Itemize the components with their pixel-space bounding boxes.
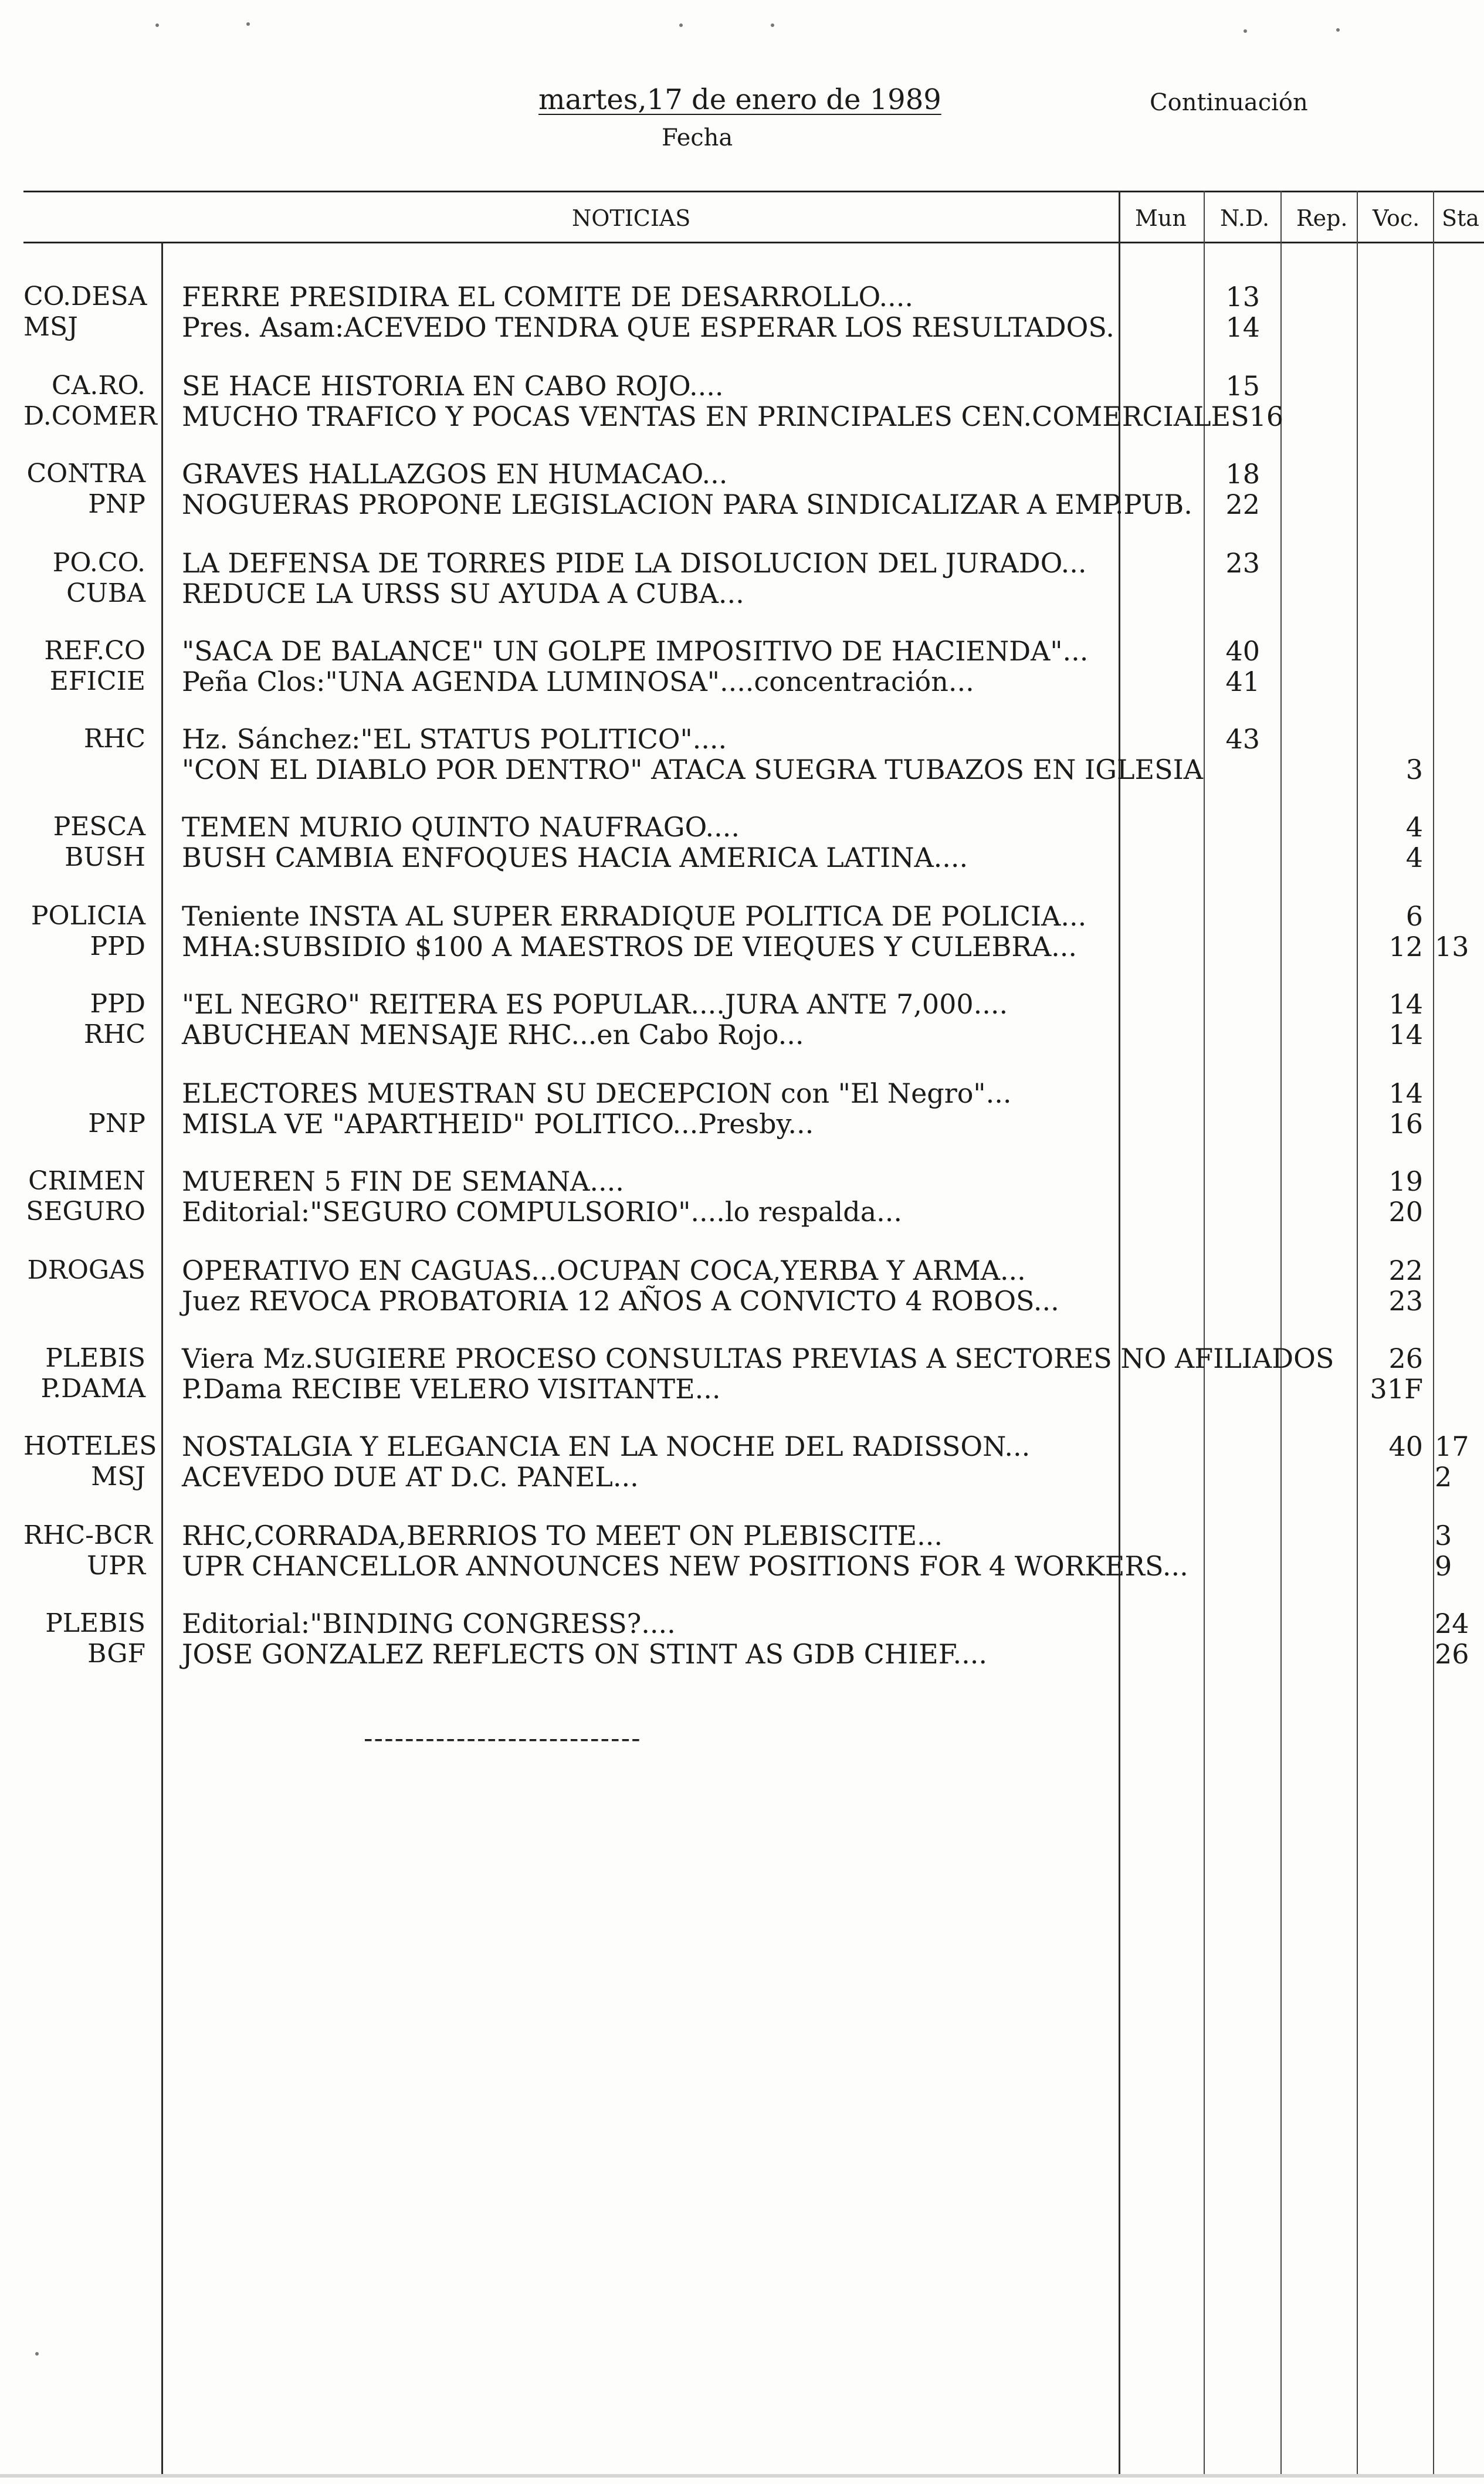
row-category: BGF	[87, 1639, 145, 1669]
row-voc-page: 14	[1388, 1019, 1423, 1050]
row-voc-page: 12	[1388, 931, 1423, 963]
row-headline: "EL NEGRO" REITERA ES POPULAR....JURA ANTE 7,000....	[182, 988, 1008, 1020]
row-sta-page: 2	[1435, 1461, 1452, 1493]
row-headline: "CON EL DIABLO POR DENTRO" ATACA SUEGRA TUBAZOS EN IGLESIA	[182, 754, 1203, 785]
row-voc-page: 14	[1388, 1077, 1423, 1109]
mun-divider	[1204, 191, 1205, 2474]
row-category: CA.RO.	[51, 371, 145, 401]
scan-speck	[679, 23, 683, 27]
row-sta-page: 9	[1435, 1550, 1452, 1582]
row-category: PPD	[90, 989, 145, 1019]
row-headline: FERRE PRESIDIRA EL COMITE DE DESARROLLO....	[182, 281, 914, 313]
row-nd-page: 43	[1225, 723, 1260, 755]
column-header-rep: Rep.	[1296, 205, 1348, 231]
row-sta-page: 26	[1435, 1638, 1469, 1670]
row-sta-page: 24	[1435, 1608, 1469, 1639]
row-category: D.COMER	[23, 401, 157, 431]
row-category: PNP	[88, 489, 145, 519]
table-top-rule	[23, 191, 1484, 192]
row-category: EFICIE	[49, 666, 145, 696]
row-headline: UPR CHANCELLOR ANNOUNCES NEW POSITIONS FOR 4 WORKERS...	[182, 1550, 1188, 1582]
scan-speck	[771, 23, 774, 27]
row-category: P.DAMA	[40, 1374, 145, 1404]
row-voc-page: 20	[1388, 1196, 1423, 1228]
row-voc-page: 3	[1405, 754, 1423, 785]
row-category: REF.CO	[44, 636, 145, 666]
row-category: CONTRA	[26, 459, 145, 489]
row-headline: ACEVEDO DUE AT D.C. PANEL...	[182, 1461, 639, 1493]
row-category: PO.CO.	[52, 548, 145, 578]
row-nd-page: 23	[1225, 547, 1260, 579]
row-headline: Editorial:"BINDING CONGRESS?....	[182, 1608, 676, 1639]
row-headline: OPERATIVO EN CAGUAS...OCUPAN COCA,YERBA Y ARMA...	[182, 1255, 1026, 1286]
nd-divider	[1280, 191, 1282, 2474]
column-header-noticias: NOTICIAS	[572, 205, 691, 231]
row-headline: MUEREN 5 FIN DE SEMANA....	[182, 1165, 624, 1197]
row-sta-page: 13	[1435, 931, 1469, 963]
row-category: CRIMEN	[28, 1166, 145, 1196]
row-category: POLICIA	[31, 901, 145, 931]
row-voc-page: 31F	[1370, 1373, 1423, 1405]
row-nd-page: 22	[1225, 489, 1260, 520]
row-headline: MUCHO TRAFICO Y POCAS VENTAS EN PRINCIPALES CEN.COMERCIALES16	[182, 401, 1284, 432]
row-nd-page: 41	[1225, 666, 1260, 697]
scan-speck	[1336, 28, 1340, 32]
row-headline: Viera Mz.SUGIERE PROCESO CONSULTAS PREVIAS A SECTORES NO AFILIADOS	[182, 1343, 1334, 1374]
row-headline: NOGUERAS PROPONE LEGISLACION PARA SINDICALIZAR A EMP.PUB.	[182, 489, 1192, 520]
column-header-sta: Sta	[1442, 205, 1479, 231]
category-divider	[161, 242, 163, 2474]
row-voc-page: 14	[1388, 988, 1423, 1020]
row-headline: LA DEFENSA DE TORRES PIDE LA DISOLUCION DEL JURADO...	[182, 547, 1087, 579]
noticias-divider	[1119, 191, 1120, 2474]
end-separator: ---------------------------	[364, 1722, 642, 1754]
row-headline: MISLA VE "APARTHEID" POLITICO...Presby...	[182, 1108, 814, 1140]
row-voc-page: 23	[1388, 1285, 1423, 1317]
row-nd-page: 40	[1225, 635, 1260, 667]
row-category: CUBA	[66, 578, 145, 608]
row-headline: GRAVES HALLAZGOS EN HUMACAO...	[182, 458, 728, 490]
row-headline: P.Dama RECIBE VELERO VISITANTE...	[182, 1373, 721, 1405]
voc-divider	[1433, 191, 1434, 2474]
row-headline: TEMEN MURIO QUINTO NAUFRAGO....	[182, 811, 740, 843]
header-continuation: Continuación	[1150, 89, 1308, 116]
row-category: PPD	[90, 931, 145, 961]
row-category: UPR	[87, 1551, 145, 1581]
scan-speck	[155, 23, 159, 27]
row-headline: Editorial:"SEGURO COMPULSORIO"....lo respalda...	[182, 1196, 903, 1228]
column-header-mun: Mun	[1135, 205, 1187, 231]
row-nd-page: 15	[1225, 370, 1260, 402]
row-nd-page: 13	[1225, 281, 1260, 313]
row-category: PNP	[88, 1109, 145, 1138]
row-headline: "SACA DE BALANCE" UN GOLPE IMPOSITIVO DE HACIENDA"...	[182, 635, 1089, 667]
row-category: RHC	[83, 724, 145, 754]
scan-speck	[246, 22, 250, 26]
table-header-rule	[23, 242, 1484, 243]
row-sta-page: 3	[1435, 1520, 1452, 1551]
row-headline: Pres. Asam:ACEVEDO TENDRA QUE ESPERAR LOS RESULTADOS.	[182, 311, 1114, 343]
row-category: SEGURO	[26, 1197, 145, 1226]
row-category: MSJ	[91, 1462, 145, 1492]
row-category: BUSH	[65, 842, 145, 872]
row-category: MSJ	[23, 312, 78, 342]
row-voc-page: 22	[1388, 1255, 1423, 1286]
row-category: PLEBIS	[45, 1608, 145, 1638]
row-category: HOTELES	[23, 1431, 157, 1461]
row-voc-page: 4	[1405, 811, 1423, 843]
row-headline: MHA:SUBSIDIO $100 A MAESTROS DE VIEQUES Y CULEBRA...	[182, 931, 1078, 963]
row-headline: Peña Clos:"UNA AGENDA LUMINOSA"....concentración...	[182, 666, 974, 697]
row-category: CO.DESA	[23, 282, 147, 311]
row-voc-page: 16	[1388, 1108, 1423, 1140]
row-voc-page: 40	[1388, 1431, 1423, 1462]
row-voc-page: 26	[1388, 1343, 1423, 1374]
row-headline: ELECTORES MUESTRAN SU DECEPCION con "El Negro"...	[182, 1077, 1012, 1109]
row-headline: BUSH CAMBIA ENFOQUES HACIA AMERICA LATINA....	[182, 842, 968, 873]
row-sta-page: 17	[1435, 1431, 1469, 1462]
row-category: PESCA	[53, 812, 145, 842]
row-category: DROGAS	[27, 1255, 145, 1285]
row-headline: Juez REVOCA PROBATORIA 12 AÑOS A CONVICTO 4 ROBOS...	[182, 1285, 1059, 1317]
row-headline: REDUCE LA URSS SU AYUDA A CUBA...	[182, 578, 744, 609]
row-category: RHC	[83, 1019, 145, 1049]
row-voc-page: 4	[1405, 842, 1423, 873]
row-headline: JOSE GONZALEZ REFLECTS ON STINT AS GDB CHIEF....	[182, 1638, 987, 1670]
row-headline: Teniente INSTA AL SUPER ERRADIQUE POLITICA DE POLICIA...	[182, 900, 1087, 932]
row-headline: RHC,CORRADA,BERRIOS TO MEET ON PLEBISCITE...	[182, 1520, 943, 1551]
header-date-label: Fecha	[662, 124, 733, 151]
scan-speck	[35, 2352, 39, 2356]
row-nd-page: 14	[1225, 311, 1260, 343]
header-date: martes,17 de enero de 1989	[538, 83, 941, 116]
column-header-voc: Voc.	[1373, 205, 1420, 231]
column-header-nd: N.D.	[1220, 205, 1270, 231]
row-headline: Hz. Sánchez:"EL STATUS POLITICO"....	[182, 723, 727, 755]
row-category: PLEBIS	[45, 1343, 145, 1373]
page-bottom-rule	[0, 2474, 1484, 2478]
row-headline: ABUCHEAN MENSAJE RHC...en Cabo Rojo...	[182, 1019, 804, 1050]
row-headline: NOSTALGIA Y ELEGANCIA EN LA NOCHE DEL RADISSON...	[182, 1431, 1031, 1462]
scan-speck	[1244, 29, 1247, 33]
row-nd-page: 18	[1225, 458, 1260, 490]
rep-divider	[1357, 191, 1358, 2474]
row-headline: SE HACE HISTORIA EN CABO ROJO....	[182, 370, 724, 402]
row-category: RHC-BCR	[23, 1520, 153, 1550]
row-voc-page: 6	[1405, 900, 1423, 932]
row-voc-page: 19	[1388, 1165, 1423, 1197]
